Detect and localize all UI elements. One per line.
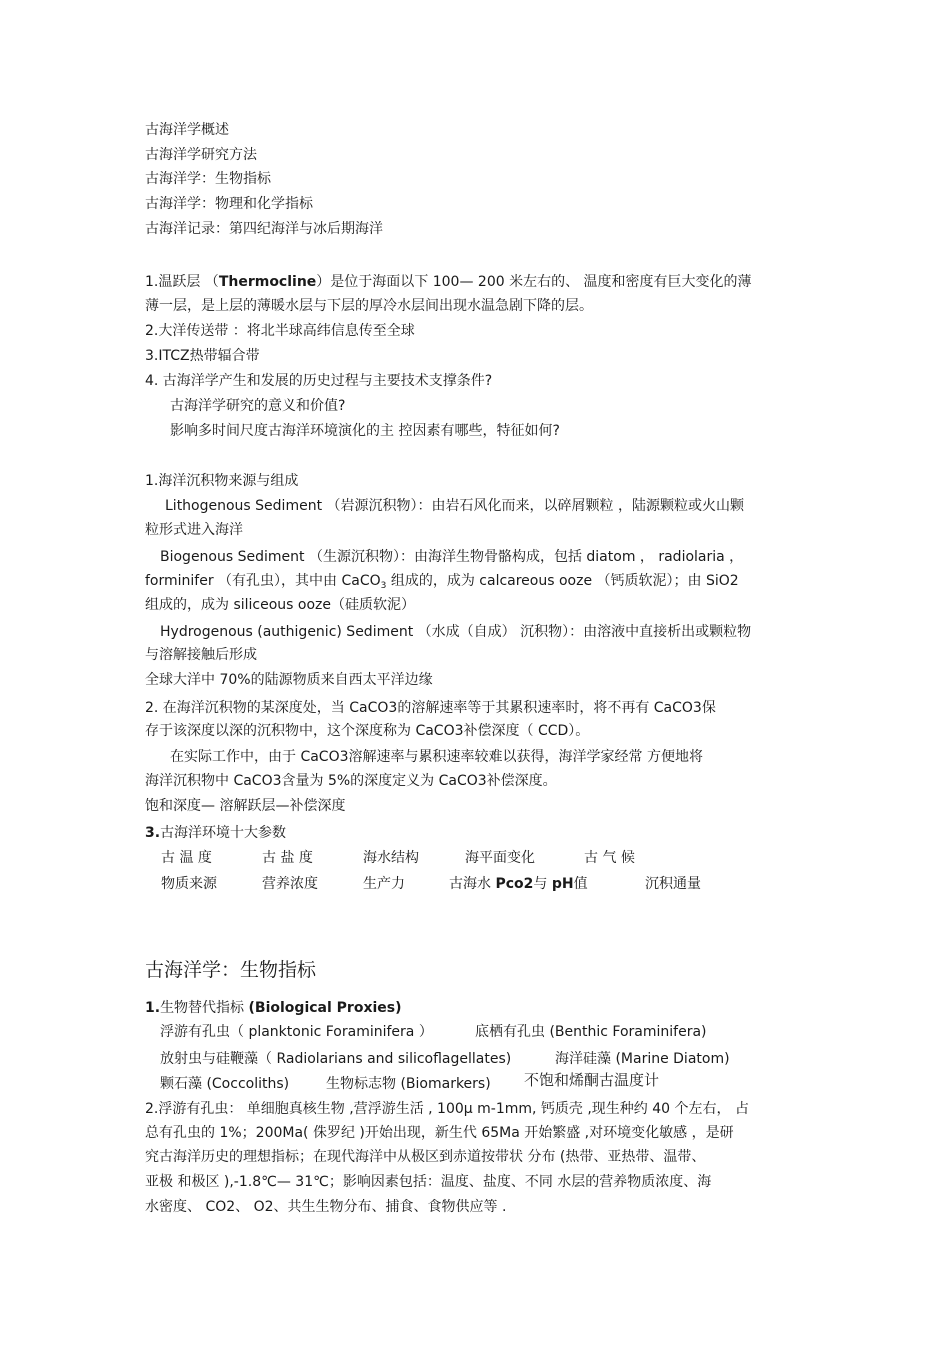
paragraph-line: 全球大洋中 70%的陆源物质来自西太平洋边缘 bbox=[145, 672, 433, 688]
text-span: 古海水 bbox=[449, 876, 496, 892]
question-line: 4. 古海洋学产生和发展的历史过程与主要技术支撑条件? bbox=[145, 373, 493, 389]
paragraph-line: 组成的，成为 siliceous ooze（硅质软泥） bbox=[145, 597, 415, 613]
param-cell: 古 盐 度 bbox=[262, 850, 313, 866]
paragraph-line: 存于该深度以深的沉积物中，这个深度称为 CaCO3补偿深度（ CCD）。 bbox=[145, 723, 590, 739]
paragraph-line: 薄一层，是上层的薄暖水层与下层的厚冷水层间出现水温急剧下降的层。 bbox=[145, 298, 593, 314]
param-cell: 营养浓度 bbox=[262, 876, 318, 892]
param-cell: 沉积通量 bbox=[645, 876, 701, 892]
text-span: 生物替代指标 bbox=[160, 1000, 249, 1016]
paragraph-line: 与溶解接触后形成 bbox=[145, 647, 257, 663]
param-cell: 生产力 bbox=[363, 876, 405, 892]
paragraph-line bbox=[145, 572, 739, 595]
text-span: (Biological Proxies) bbox=[248, 1000, 402, 1016]
paragraph-line: 2. 在海洋沉积物的某深度处，当 CaCO3的溶解速率等于其累积速率时，将不再有 CaCO3保 bbox=[145, 700, 716, 716]
section-title: 1.海洋沉积物来源与组成 bbox=[145, 473, 299, 489]
param-cell: 古 温 度 bbox=[161, 850, 212, 866]
paragraph-line: 在实际工作中，由于 CaCO3溶解速率与累积速率较难以获得，海洋学家经常 方便地将 bbox=[170, 749, 703, 765]
handwritten-note: 不饱和烯酮古温度计 bbox=[524, 1071, 660, 1089]
paragraph-line: 3.ITCZ热带辐合带 bbox=[145, 348, 260, 364]
toc-item: 古海洋记录：第四纪海洋与冰后期海洋 bbox=[145, 221, 383, 237]
text-span: ）是位于海面以下 100— 200 米左右的、 温度和密度有巨大变化的薄 bbox=[316, 274, 752, 290]
paragraph-line: 总有孔虫的 1%；200Ma( 侏罗纪 )开始出现，新生代 65Ma 开始繁盛 ,对环境变化敏感 ，是研 bbox=[145, 1125, 734, 1141]
section-heading: 古海洋学：生物指标 bbox=[145, 959, 317, 981]
text-span: 组成的，成为 calcareous ooze （钙质软泥）；由 SiO2 bbox=[386, 573, 739, 589]
section-title bbox=[145, 824, 286, 842]
toc-item: 古海洋学概述 bbox=[145, 122, 229, 138]
paragraph-line: 究古海洋历史的理想指标；在现代海洋中从极区到赤道按带状 分布 (热带、亚热带、温带、 bbox=[145, 1149, 706, 1165]
proxy-item: 生物标志物 (Biomarkers) bbox=[326, 1076, 491, 1092]
paragraph-line: 2.大洋传送带 ：将北半球高纬信息传至全球 bbox=[145, 323, 415, 339]
toc-item: 古海洋学：物理和化学指标 bbox=[145, 196, 313, 212]
proxy-item: 颗石藻 (Coccoliths) bbox=[160, 1076, 290, 1092]
paragraph-line: 亚极 和极区 ),-1.8℃— 31℃；影响因素包括：温度、盐度、不同 水层的营养物质浓度、海 bbox=[145, 1174, 712, 1190]
param-cell bbox=[449, 875, 588, 893]
text-span: Pco2 bbox=[495, 876, 534, 892]
param-cell: 古 气 候 bbox=[584, 850, 635, 866]
paragraph-line: Hydrogenous (authigenic) Sediment （水成（自成） 沉积物）：由溶液中直接析出或颗粒物 bbox=[160, 624, 752, 640]
proxy-item: 底栖有孔虫 (Benthic Foraminifera) bbox=[475, 1024, 707, 1040]
question-line: 古海洋学研究的意义和价值? bbox=[170, 398, 346, 414]
text-span: forminifer （有孔虫），其中由 CaCO bbox=[145, 573, 381, 589]
toc-item: 古海洋学研究方法 bbox=[145, 147, 257, 163]
paragraph-line: 水密度、 CO2、 O2、共生生物分布、捕食、食物供应等 . bbox=[145, 1199, 507, 1215]
text-span: 3. bbox=[145, 825, 161, 841]
text-span: 1. bbox=[145, 1000, 161, 1016]
proxy-item: 放射虫与硅鞭藻（ Radiolarians and silicoflagellates) bbox=[160, 1051, 512, 1067]
text-span: 古海洋环境十大参数 bbox=[160, 825, 287, 841]
paragraph-line: 粒形式进入海洋 bbox=[145, 522, 243, 538]
text-span: 与 bbox=[533, 876, 552, 892]
text-span: 值 bbox=[573, 876, 588, 892]
param-cell: 海平面变化 bbox=[465, 850, 535, 866]
paragraph-line: 2.浮游有孔虫： 单细胞真核生物 ,营浮游生活 , 100μ m-1mm, 钙质壳 ,现生种约 40 个左右， 占 bbox=[145, 1101, 749, 1117]
question-line: 影响多时间尺度古海洋环境演化的主 控因素有哪些，特征如何? bbox=[170, 423, 560, 439]
toc-item: 古海洋学：生物指标 bbox=[145, 171, 271, 187]
paragraph-line: 饱和深度— 溶解跃层—补偿深度 bbox=[145, 798, 346, 814]
param-cell: 海水结构 bbox=[363, 850, 419, 866]
subscript: 3 bbox=[380, 581, 387, 591]
thermocline-term: Thermocline bbox=[218, 274, 317, 290]
paragraph-line: Lithogenous Sediment （岩源沉积物）：由岩石风化而来，以碎屑颗粒 ，陆源颗粒或火山颗 bbox=[165, 498, 744, 514]
proxy-item: 浮游有孔虫（ planktonic Foraminifera ） bbox=[160, 1024, 433, 1040]
text-span: pH bbox=[551, 876, 574, 892]
paragraph-line: 海洋沉积物中 CaCO3含量为 5%的深度定义为 CaCO3补偿深度。 bbox=[145, 773, 557, 789]
section-title bbox=[145, 999, 402, 1017]
thermocline-line bbox=[145, 273, 752, 291]
proxy-item: 海洋硅藻 (Marine Diatom) bbox=[555, 1051, 730, 1067]
paragraph-line: Biogenous Sediment （生源沉积物）：由海洋生物骨骼构成，包括 diatom ， radiolaria ， bbox=[160, 549, 744, 565]
text-span: 1.温跃层 （ bbox=[145, 274, 219, 290]
param-cell: 物质来源 bbox=[161, 876, 217, 892]
